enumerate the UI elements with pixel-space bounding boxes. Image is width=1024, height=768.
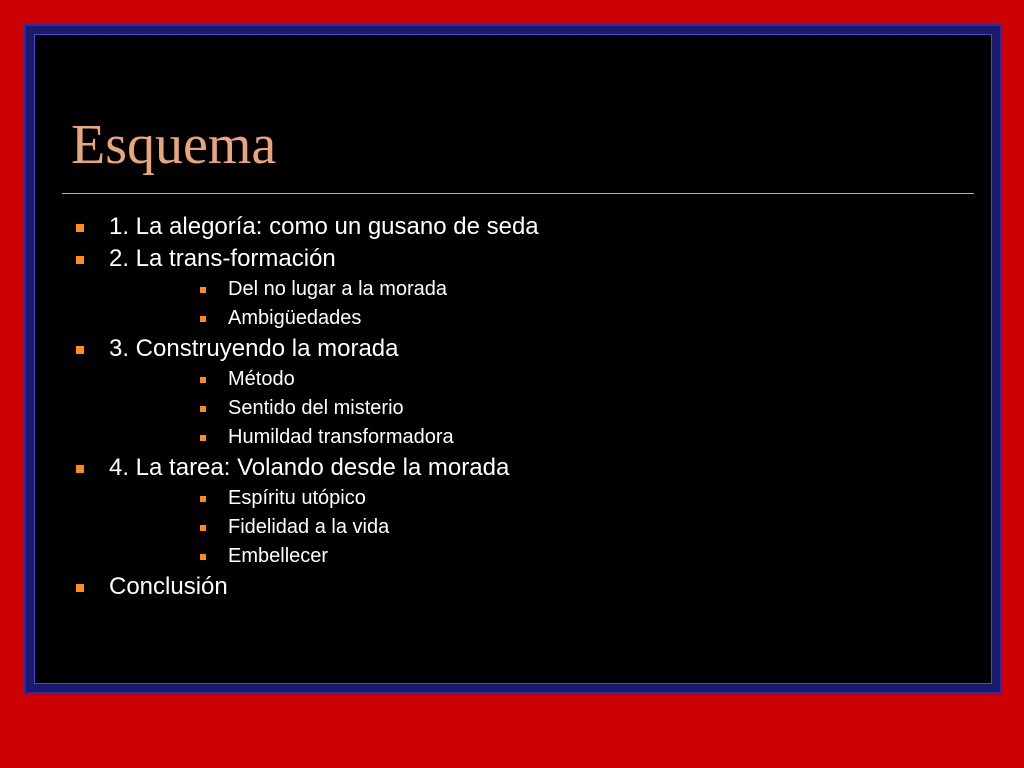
outline-item <box>35 452 539 571</box>
outline-item-label: 1. La alegoría: como un gusano de seda <box>109 213 539 240</box>
slide-frame <box>24 24 1002 694</box>
outline-sublist <box>109 365 539 452</box>
square-bullet-icon <box>76 465 84 473</box>
outline-subitem-label: Sentido del misterio <box>228 397 404 419</box>
square-bullet-icon <box>200 287 206 293</box>
outline-item-label: 4. La tarea: Volando desde la morada <box>109 454 510 481</box>
outline-subitem-label: Fidelidad a la vida <box>228 516 390 538</box>
square-bullet-icon <box>76 584 84 592</box>
outline-item-label: 3. Construyendo la morada <box>109 335 399 362</box>
square-bullet-icon <box>200 377 206 383</box>
outline-list <box>35 211 539 603</box>
outline-subitem-label: Ambigüedades <box>228 307 362 329</box>
outline-subitem <box>109 275 539 304</box>
outline-subitem-label: Humildad transformadora <box>228 426 454 448</box>
square-bullet-icon <box>200 554 206 560</box>
square-bullet-icon <box>200 316 206 322</box>
outline-sublist <box>109 484 539 571</box>
square-bullet-icon <box>200 406 206 412</box>
square-bullet-icon <box>200 496 206 502</box>
outline-subitem <box>109 542 539 571</box>
square-bullet-icon <box>200 435 206 441</box>
title-divider <box>62 193 974 194</box>
outline-subitem-label: Espíritu utópico <box>228 487 366 509</box>
outline-item-label: Conclusión <box>109 573 228 600</box>
outline-subitem-label: Embellecer <box>228 545 329 567</box>
outline-subitem <box>109 394 539 423</box>
slide-panel <box>34 34 992 684</box>
outline-subitem <box>109 484 539 513</box>
outline-item <box>35 571 539 603</box>
square-bullet-icon <box>76 256 84 264</box>
outline-subitem <box>109 304 539 333</box>
square-bullet-icon <box>76 346 84 354</box>
outline-item-label: 2. La trans-formación <box>109 245 336 272</box>
outline-item <box>35 333 539 452</box>
square-bullet-icon <box>200 525 206 531</box>
outline-sublist <box>109 275 539 333</box>
outline-item <box>35 211 539 243</box>
outline-subitem <box>109 513 539 542</box>
outline-subitem <box>109 423 539 452</box>
outline-subitem-label: Método <box>228 368 295 390</box>
slide-title: Esquema <box>71 114 277 176</box>
outline-subitem <box>109 365 539 394</box>
outline-item <box>35 243 539 333</box>
outline-subitem-label: Del no lugar a la morada <box>228 278 448 300</box>
square-bullet-icon <box>76 224 84 232</box>
